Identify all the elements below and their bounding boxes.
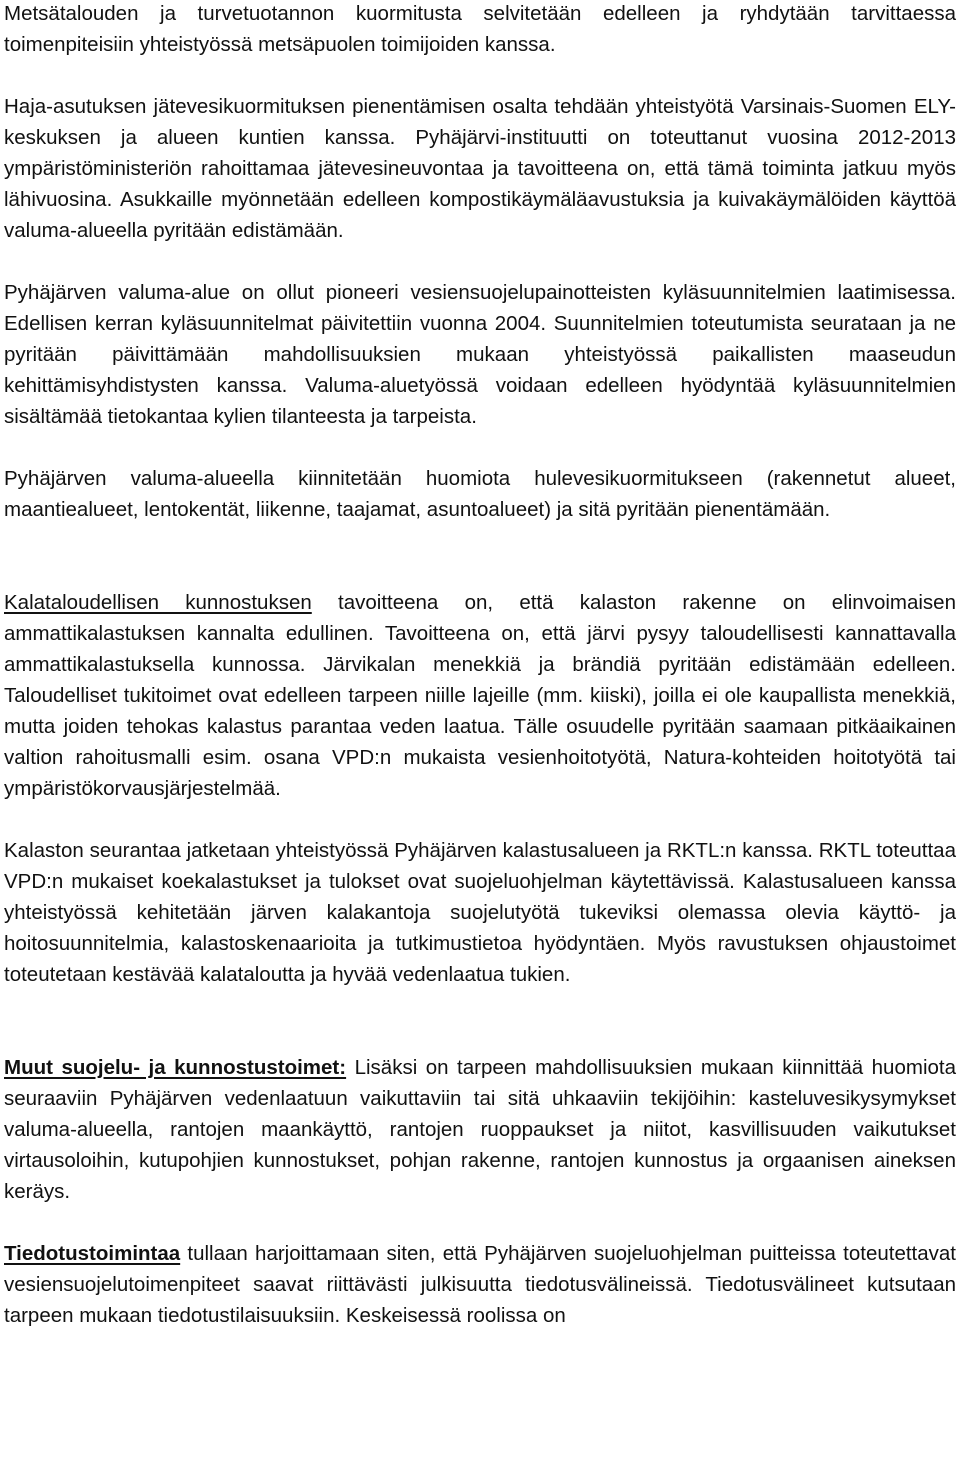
section-heading-communications: Tiedotustoimintaa [4, 1242, 181, 1265]
paragraph-other-measures-body: Lisäksi on tarpeen mahdollisuuksien mukaan kiinnittää huomiota seuraaviin Pyhäjärven vedenlaatuun vaikuttaviin tai sitä uhkaaviin tekijöihin: kasteluvesikysymykset valuma-alueella, rantojen maankäyttö, rantojen ruoppaukset ja niitot, kasvillisuuden vaikutukset virtausoloihin, kutupohjien kunnostukset, pohjan rakenne, rantojen kunnostus ja orgaanisen aineksen keräys. [4, 1056, 956, 1203]
paragraph-communications-body: tullaan harjoittamaan siten, että Pyhäjärven suojeluohjelman puitteissa toteutettavat vesiensuojelutoimenpiteet saavat riittävästi julkisuutta tiedotusvälineissä. Tiedotusvälineet kutsutaan tarpeen mukaan tiedotustilaisuuksiin. Keskeisessä roolissa on [4, 1242, 956, 1327]
paragraph-forestry-peat: Metsätalouden ja turvetuotannon kuormitusta selvitetään edelleen ja ryhdytään tarvittaessa toimenpiteisiin yhteistyössä metsäpuolen toimijoiden kanssa. [4, 2, 956, 56]
paragraph-village-plans: Pyhäjärven valuma-alue on ollut pioneeri vesiensuojelupainotteisten kyläsuunnitelmien laatimisessa. Edellisen kerran kyläsuunnitelmat päivitettiin vuonna 2004. Suunnitelmien toteutumista seurataan ja ne pyritään päivittämään mahdollisuuksien mukaan yhteistyössä paikallisten maaseudun kehittämisyhdistysten kanssa. Valuma-aluetyössä voidaan edelleen hyödyntää kyläsuunnitelmien sisältämää tietokantaa kylien tilanteesta ja tarpeista. [4, 281, 956, 428]
paragraph-fisheries-restoration [4, 587, 956, 804]
section-heading-other-measures: Muut suojelu- ja kunnostustoimet: [4, 1056, 347, 1079]
paragraph-stormwater: Pyhäjärven valuma-alueella kiinnitetään huomiota hulevesikuormitukseen (rakennetut alueet, maantiealueet, lentokentät, liikenne, taajamat, asuntoalueet) ja sitä pyritään pienentämään. [4, 467, 956, 521]
paragraph-fish-monitoring: Kalaston seurantaa jatketaan yhteistyössä Pyhäjärven kalastusalueen ja RKTL:n kanssa. RKTL toteuttaa VPD:n mukaiset koekalastukset ja tulokset ovat suojeluohjelman käytettävissä. Kalastusalueen kanssa yhteistyössä kehitetään järven kalakantoja suojelutyötä tukeviksi olemassa olevia käyttö- ja hoitosuunnitelmia, kalastoskenaarioita ja tutkimustietoa hyödyntäen. Myös ravustuksen ohjaustoimet toteutetaan kestävää kalataloutta ja hyvää vedenlaatua tukien. [4, 839, 956, 986]
section-heading-fisheries: Kalataloudellisen kunnostuksen [4, 591, 312, 614]
document-page [4, 0, 956, 1331]
paragraph-wastewater: Haja-asutuksen jätevesikuormituksen pienentämisen osalta tehdään yhteistyötä Varsinais-Suomen ELY-keskuksen ja alueen kuntien kanssa. Pyhäjärvi-instituutti on toteuttanut vuosina 2012-2013 ympäristöministeriön rahoittamaa jätevesineuvontaa ja tavoitteena on, että tämä toiminta jatkuu myös lähivuosina. Asukkaille myönnetään edelleen kompostikäymäläavustuksia ja kuivakäymälöiden käyttöä valuma-alueella pyritään edistämään. [4, 95, 956, 242]
paragraph-other-measures [4, 1052, 956, 1207]
paragraph-communications [4, 1238, 956, 1331]
paragraph-fisheries-body: tavoitteena on, että kalaston rakenne on elinvoimaisen ammattikalastuksen kannalta edullinen. Tavoitteena on, että järvi pysyy taloudellisesti kannattavalla ammattikalastuksella kunnossa. Järvikalan menekkiä ja brändiä pyritään edistämään edelleen. Taloudelliset tukitoimet ovat edelleen tarpeen niille lajeille (mm. kiiski), joilla ei ole kaupallista menekkiä, mutta joiden tehokas kalastus parantaa veden laatua. Tälle osuudelle pyritään saamaan pitkäaikainen valtion rahoitusmalli esim. osana VPD:n mukaista vesienhoitotyötä, Natura-kohteiden hoitotyötä tai ympäristökorvausjärjestelmää. [4, 591, 956, 800]
